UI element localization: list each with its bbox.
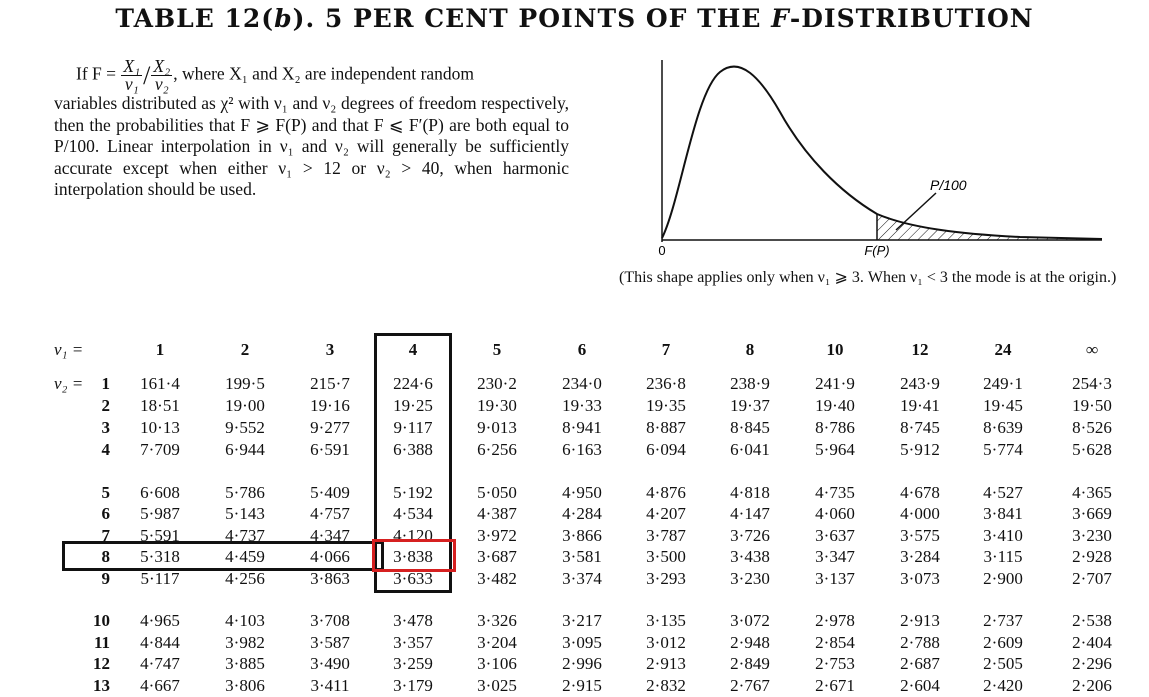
table-cell: 5·143 bbox=[225, 504, 265, 523]
table-cell: 6·608 bbox=[140, 483, 180, 502]
table-cell: 3·669 bbox=[1072, 504, 1112, 523]
table-cell: 18·51 bbox=[140, 396, 180, 415]
table-cell: 19·40 bbox=[815, 396, 855, 415]
table-cell: 3·863 bbox=[310, 569, 350, 588]
table-cell: 6·163 bbox=[562, 440, 602, 459]
table-cell: 5·192 bbox=[393, 483, 433, 502]
table-cell: 249·1 bbox=[983, 374, 1023, 393]
row-label-2: 2 bbox=[101, 396, 110, 415]
column-header-4: 4 bbox=[408, 340, 418, 359]
table-cell: 2·913 bbox=[646, 654, 686, 673]
table-cell: 6·388 bbox=[393, 440, 433, 459]
table-cell: 19·30 bbox=[477, 396, 517, 415]
fraction-x1-nu1: $\frac{\text{X₁}}{\text{ν₁}}$ bbox=[123, 56, 141, 94]
table-cell: 4·876 bbox=[646, 483, 686, 502]
table-cell: 2·404 bbox=[1072, 633, 1112, 652]
table-cell: 4·735 bbox=[815, 483, 855, 502]
table-cell: 5·964 bbox=[815, 440, 855, 459]
table-cell: 3·726 bbox=[730, 526, 770, 545]
table-cell: 10·13 bbox=[140, 418, 180, 437]
column-header-7: 7 bbox=[661, 340, 671, 359]
table-cell: 2·296 bbox=[1072, 654, 1112, 673]
table-cell: 4·737 bbox=[225, 526, 265, 545]
column-header-11: 24 bbox=[994, 340, 1012, 359]
table-cell: 3·687 bbox=[477, 547, 517, 566]
table-cell: 4·066 bbox=[310, 547, 350, 566]
table-cell: 3·708 bbox=[310, 611, 350, 630]
table-cell: 2·206 bbox=[1072, 676, 1112, 695]
table-cell: 2·420 bbox=[983, 676, 1023, 695]
table-cell: 6·041 bbox=[730, 440, 770, 459]
table-cell: 4·757 bbox=[310, 504, 350, 523]
table-cell: 2·978 bbox=[815, 611, 855, 630]
intro-paragraph bbox=[54, 58, 569, 201]
table-cell: 3·374 bbox=[562, 569, 602, 588]
table-cell: 6·256 bbox=[477, 440, 517, 459]
formula-after: , where X₁ and X₂ are independent random bbox=[173, 63, 475, 84]
f-distribution-graph bbox=[640, 52, 1110, 262]
table-cell: 4·459 bbox=[225, 547, 265, 566]
column-header-12: ∞ bbox=[1085, 340, 1099, 359]
table-cell: 2·854 bbox=[815, 633, 855, 652]
table-cell: 3·073 bbox=[900, 569, 940, 588]
table-cell: 5·591 bbox=[140, 526, 180, 545]
column-header-9: 10 bbox=[826, 340, 844, 359]
table-cell: 2·538 bbox=[1072, 611, 1112, 630]
table-cell: 236·8 bbox=[646, 374, 686, 393]
table-cell: 254·3 bbox=[1072, 374, 1112, 393]
row-label-4: 4 bbox=[101, 440, 110, 459]
table-cell: 4·950 bbox=[562, 483, 602, 502]
table-cell: 3·230 bbox=[730, 569, 770, 588]
table-cell: 3·637 bbox=[815, 526, 855, 545]
table-cell: 5·117 bbox=[140, 569, 180, 588]
table-cell: 2·948 bbox=[730, 633, 770, 652]
table-cell: 3·012 bbox=[646, 633, 686, 652]
table-cell: 199·5 bbox=[225, 374, 265, 393]
table-cell: 3·500 bbox=[646, 547, 686, 566]
table-cell: 243·9 bbox=[900, 374, 940, 393]
table-cell: 5·912 bbox=[900, 440, 940, 459]
table-cell: 3·410 bbox=[983, 526, 1023, 545]
table-cell: 2·900 bbox=[983, 569, 1023, 588]
row-label-1: 1 bbox=[101, 374, 110, 393]
table-cell: 3·982 bbox=[225, 633, 265, 652]
table-cell: 2·996 bbox=[562, 654, 602, 673]
table-cell: 3·347 bbox=[815, 547, 855, 566]
table-cell: 4·284 bbox=[562, 504, 602, 523]
table-cell: 3·025 bbox=[477, 676, 517, 695]
table-cell: 3·095 bbox=[562, 633, 602, 652]
table-cell: 2·767 bbox=[730, 676, 770, 695]
table-cell: 2·604 bbox=[900, 676, 940, 695]
table-cell: 4·347 bbox=[310, 526, 350, 545]
table-cell: 4·256 bbox=[225, 569, 265, 588]
page-title: TABLE 12(b). 5 PER CENT POINTS OF THE F-DISTRIBUTION bbox=[115, 4, 1034, 33]
table-cell: 8·526 bbox=[1072, 418, 1112, 437]
table-cell: 19·16 bbox=[310, 396, 350, 415]
table-cell: 19·45 bbox=[983, 396, 1023, 415]
graph-caption: (This shape applies only when ν₁ ⩾ 3. When ν₁ < 3 the mode is at the origin.) bbox=[619, 269, 1117, 286]
table-cell: 161·4 bbox=[140, 374, 180, 393]
table-cell: 224·6 bbox=[393, 374, 433, 393]
table-cell: 2·707 bbox=[1072, 569, 1112, 588]
table-cell: 19·41 bbox=[900, 396, 940, 415]
table-cell: 9·013 bbox=[477, 418, 517, 437]
column-header-6: 6 bbox=[577, 340, 587, 359]
table-cell: 6·944 bbox=[225, 440, 265, 459]
table-cell: 4·120 bbox=[393, 526, 433, 545]
formula-line: If F = $\frac{\text{X₁}}{\text{ν₁}}$ / $\frac{\text{X₂}}{\text{ν₂}}$ , where X₁ and X₂ are independent random bbox=[76, 56, 475, 94]
table-cell: 2·913 bbox=[900, 611, 940, 630]
p-label: P/100 bbox=[930, 177, 967, 193]
row-label-5: 5 bbox=[101, 483, 110, 502]
table-cell: 3·972 bbox=[477, 526, 517, 545]
table-cell: 6·591 bbox=[310, 440, 350, 459]
table-cell: 7·709 bbox=[140, 440, 180, 459]
table-cell: 3·838 bbox=[393, 547, 433, 566]
table-cell: 5·774 bbox=[983, 440, 1023, 459]
fp-label: F(P) bbox=[864, 243, 890, 258]
table-cell: 19·35 bbox=[646, 396, 686, 415]
table-cell: 5·628 bbox=[1072, 440, 1112, 459]
table-cell: 230·2 bbox=[477, 374, 517, 393]
table-cell: 241·9 bbox=[815, 374, 855, 393]
table-cell: 3·841 bbox=[983, 504, 1023, 523]
table-cell: 4·747 bbox=[140, 654, 180, 673]
table-cell: 9·552 bbox=[225, 418, 265, 437]
table-cell: 3·575 bbox=[900, 526, 940, 545]
table-cell: 3·411 bbox=[310, 676, 350, 695]
table-cell: 5·409 bbox=[310, 483, 350, 502]
column-header-3: 3 bbox=[325, 340, 335, 359]
table-cell: 3·885 bbox=[225, 654, 265, 673]
intro-body: variables distributed as χ² with ν₁ and ν₂ degrees of freedom respectively, then the probabilities that F ⩾ F(P) and that F ⩽ F′(P) are both equal to P/100. Linear interpolation in ν₁ and ν₂ will generally be sufficiently accurate except when either ν₁ > 12 or ν₂ > 40, when harmonic interpolation should be used. bbox=[54, 93, 569, 199]
table-cell: 4·207 bbox=[646, 504, 686, 523]
table-cell: 19·50 bbox=[1072, 396, 1112, 415]
table-cell: 9·117 bbox=[393, 418, 433, 437]
column-header-1: 1 bbox=[155, 340, 165, 359]
row-label-13: 13 bbox=[93, 676, 110, 695]
table-cell: 2·609 bbox=[983, 633, 1023, 652]
table-cell: 19·37 bbox=[730, 396, 770, 415]
table-cell: 3·072 bbox=[730, 611, 770, 630]
table-cell: 2·687 bbox=[900, 654, 940, 673]
row-label-10: 10 bbox=[93, 611, 110, 630]
table-cell: 3·326 bbox=[477, 611, 517, 630]
table-cell: 3·137 bbox=[815, 569, 855, 588]
row-label-12: 12 bbox=[93, 654, 110, 673]
table-cell: 3·587 bbox=[310, 633, 350, 652]
table-cell: 2·753 bbox=[815, 654, 855, 673]
highlight-row-box bbox=[62, 541, 384, 571]
table-cell: 3·179 bbox=[393, 676, 433, 695]
table-cell: 3·478 bbox=[393, 611, 433, 630]
table-cell: 3·490 bbox=[310, 654, 350, 673]
table-cell: 2·928 bbox=[1072, 547, 1112, 566]
table-cell: 3·866 bbox=[562, 526, 602, 545]
tail-area bbox=[877, 214, 1100, 240]
table-cell: 3·259 bbox=[393, 654, 433, 673]
table-cell: 19·33 bbox=[562, 396, 602, 415]
table-cell: 5·050 bbox=[477, 483, 517, 502]
table-cell: 3·482 bbox=[477, 569, 517, 588]
column-header-10: 12 bbox=[911, 340, 929, 359]
table-cell: 3·135 bbox=[646, 611, 686, 630]
table-cell: 4·060 bbox=[815, 504, 855, 523]
table-cell: 2·915 bbox=[562, 676, 602, 695]
table-cell: 19·00 bbox=[225, 396, 265, 415]
density-curve bbox=[662, 67, 1102, 239]
row-label-9: 9 bbox=[101, 569, 110, 588]
table-cell: 4·818 bbox=[730, 483, 770, 502]
table-cell: 8·887 bbox=[646, 418, 686, 437]
table-cell: 19·25 bbox=[393, 396, 433, 415]
highlight-cell-box bbox=[372, 539, 456, 572]
table-cell: 5·786 bbox=[225, 483, 265, 502]
table-cell: 3·581 bbox=[562, 547, 602, 566]
table-cell: 3·204 bbox=[477, 633, 517, 652]
row-label-8: 8 bbox=[101, 547, 110, 566]
table-cell: 8·845 bbox=[730, 418, 770, 437]
table-cell: 2·832 bbox=[646, 676, 686, 695]
table-cell: 4·000 bbox=[900, 504, 940, 523]
table-cell: 3·115 bbox=[983, 547, 1023, 566]
table-cell: 3·787 bbox=[646, 526, 686, 545]
table-cell: 2·737 bbox=[983, 611, 1023, 630]
table-cell: 8·786 bbox=[815, 418, 855, 437]
table-cell: 215·7 bbox=[310, 374, 350, 393]
table-cell: 3·293 bbox=[646, 569, 686, 588]
row-label-7: 7 bbox=[101, 526, 110, 545]
table-cell: 3·230 bbox=[1072, 526, 1112, 545]
table-cell: 234·0 bbox=[562, 374, 602, 393]
table-cell: 5·987 bbox=[140, 504, 180, 523]
table-cell: 4·534 bbox=[393, 504, 433, 523]
formula-lead: If F = bbox=[76, 63, 117, 84]
table-cell: 3·284 bbox=[900, 547, 940, 566]
table-cell: 8·639 bbox=[983, 418, 1023, 437]
fraction-x2-nu2: $\frac{\text{X₂}}{\text{ν₂}}$ bbox=[153, 56, 171, 94]
table-cell: 4·527 bbox=[983, 483, 1023, 502]
table-cell: 2·849 bbox=[730, 654, 770, 673]
table-cell: 9·277 bbox=[310, 418, 350, 437]
table-cell: 3·806 bbox=[225, 676, 265, 695]
table-cell: 4·387 bbox=[477, 504, 517, 523]
table-cell: 238·9 bbox=[730, 374, 770, 393]
row-label-6: 6 bbox=[101, 504, 110, 523]
table-cell: 4·667 bbox=[140, 676, 180, 695]
table-cell: 6·094 bbox=[646, 440, 686, 459]
table-cell: 4·147 bbox=[730, 504, 770, 523]
row-label-11: 11 bbox=[93, 633, 110, 652]
column-header-8: 8 bbox=[745, 340, 755, 359]
table-cell: 2·505 bbox=[983, 654, 1023, 673]
table-cell: 4·365 bbox=[1072, 483, 1112, 502]
table-cell: 8·745 bbox=[900, 418, 940, 437]
table-cell: 2·788 bbox=[900, 633, 940, 652]
nu1-label: ν₁ = bbox=[54, 340, 84, 359]
table-cell: 4·678 bbox=[900, 483, 940, 502]
row-label-3: 3 bbox=[101, 418, 110, 437]
column-header-2: 2 bbox=[240, 340, 250, 359]
table-cell: 3·106 bbox=[477, 654, 517, 673]
table-cell: 3·633 bbox=[393, 569, 433, 588]
table-cell: 5·318 bbox=[140, 547, 180, 566]
table-cell: 3·357 bbox=[393, 633, 433, 652]
table-cell: 8·941 bbox=[562, 418, 602, 437]
table-cell: 4·965 bbox=[140, 611, 180, 630]
table-cell: 4·103 bbox=[225, 611, 265, 630]
nu2-label: ν₂ = bbox=[54, 374, 84, 393]
table-cell: 3·217 bbox=[562, 611, 602, 630]
table-cell: 2·671 bbox=[815, 676, 855, 695]
origin-label: 0 bbox=[658, 243, 666, 258]
column-header-5: 5 bbox=[492, 340, 502, 359]
table-cell: 4·844 bbox=[140, 633, 180, 652]
table-cell: 3·438 bbox=[730, 547, 770, 566]
